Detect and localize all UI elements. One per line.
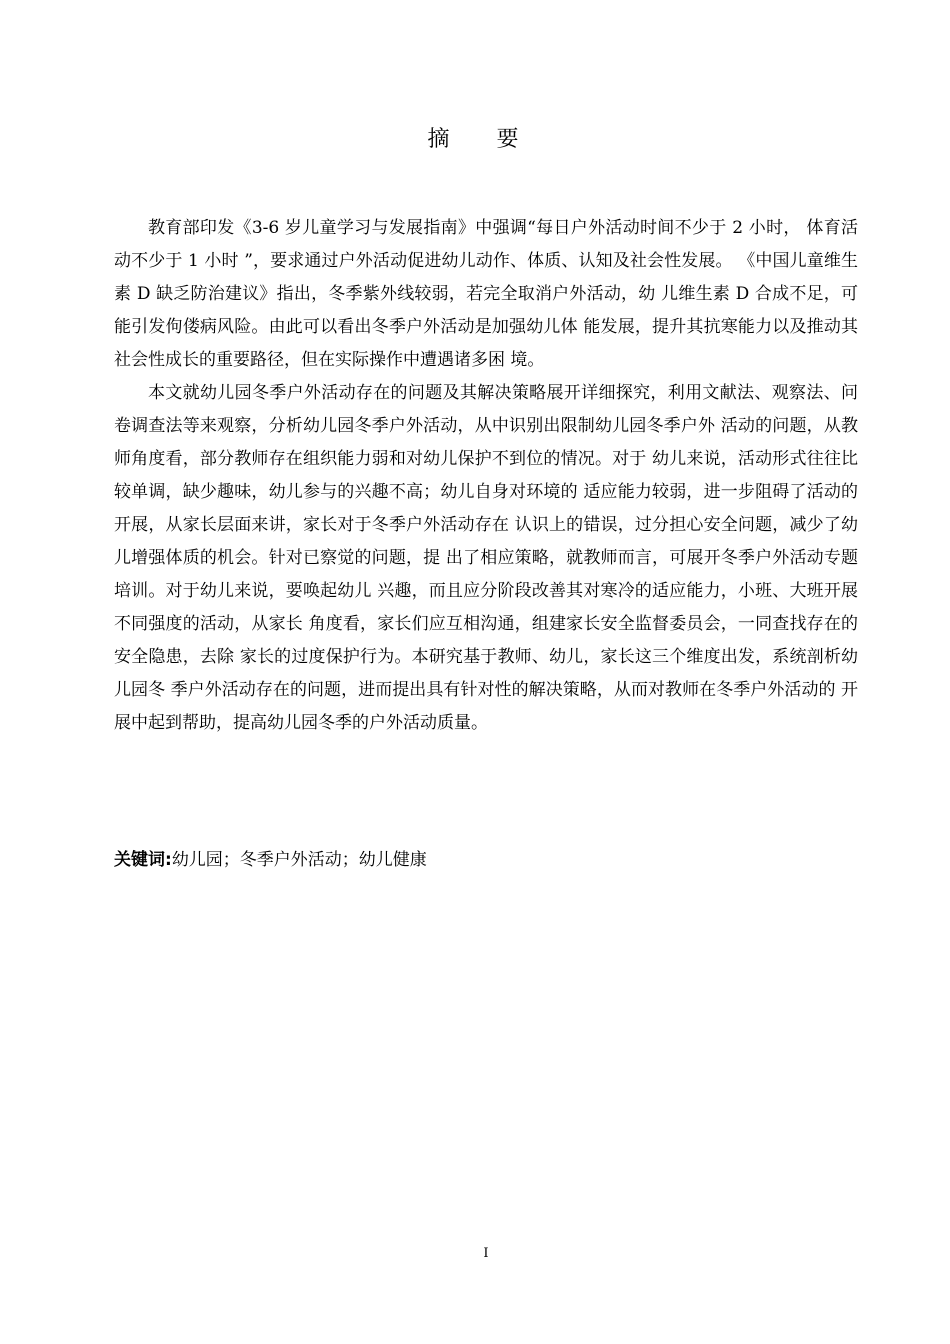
keywords-label: 关键词: [114, 850, 172, 870]
abstract-body [114, 212, 858, 740]
abstract-paragraph-2: 本文就幼儿园冬季户外活动存在的问题及其解决策略展开详细探究，利用文献法、观察法、问卷调查法等来观察，分析幼儿园冬季户外活动，从中识别出限制幼儿园冬季户外 活动的问题，从教师角度看，部分教师存在组织能力弱和对幼儿保护不到位的情况。对于 幼儿来说，活动形式往往比较单调，缺少趣味，幼儿参与的兴趣不高；幼儿自身对环境的 适应能力较弱，进一步阻碍了活动的开展，从家长层面来讲，家长对于冬季户外活动存在 认识上的错误，过分担心安全问题，减少了幼儿增强体质的机会。针对已察觉的问题，提 出了相应策略，就教师而言，可展开冬季户外活动专题培训。对于幼儿来说，要唤起幼儿 兴趣，而且应分阶段改善其对寒冷的适应能力，小班、大班开展不同强度的活动，从家长 角度看，家长们应互相沟通，组建家长安全监督委员会，一同查找存在的安全隐患，去除 家长的过度保护行为。本研究基于教师、幼儿，家长这三个维度出发，系统剖析幼儿园冬 季户外活动存在的问题，进而提出具有针对性的解决策略，从而对教师在冬季户外活动的 开展中起到帮助，提高幼儿园冬季的户外活动质量。 [114, 383, 858, 733]
abstract-paragraph-1: 教育部印发《3-6 岁儿童学习与发展指南》中强调“每日户外活动时间不少于 2 小时， 体育活动不少于 1 小时 ”，要求通过户外活动促进幼儿动作、体质、认知及社会性发展。 《中国儿童维生素 D 缺乏防治建议》指出，冬季紫外线较弱，若完全取消户外活动，幼 儿维生素 D 合成不足，可能引发佝偻病风险。由此可以看出冬季户外活动是加强幼儿体 能发展，提升其抗寒能力以及推动其社会性成长的重要路径，但在实际操作中遭遇诸多困 境。 [114, 218, 858, 370]
page-number: I [483, 1246, 489, 1261]
abstract-title: 摘 要 [427, 127, 539, 152]
keywords-value: 幼儿园；冬季户外活动；幼儿健康 [171, 850, 427, 870]
keywords-line [114, 846, 427, 874]
